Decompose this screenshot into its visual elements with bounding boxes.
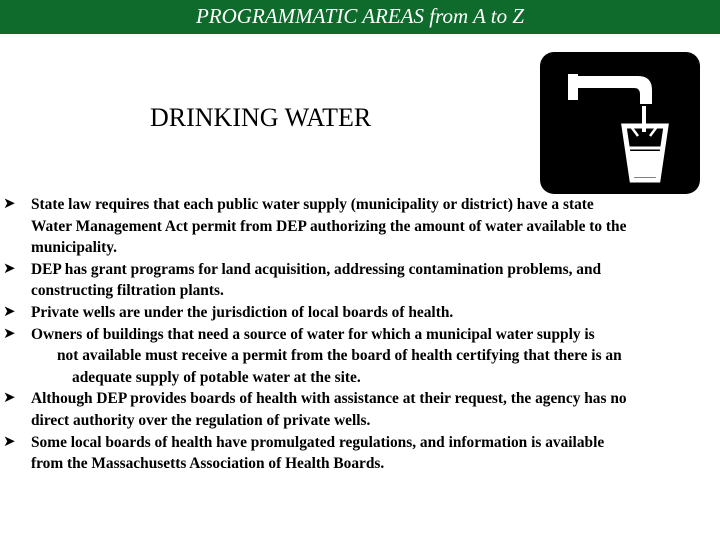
- bullet-line: Private wells are under the jurisdiction of local boards of health.: [31, 303, 454, 321]
- header-bar: [0, 0, 720, 34]
- arrow-bullet-icon: ➤: [3, 303, 16, 320]
- bullet-line: constructing filtration plants.: [31, 282, 224, 300]
- header-title: PROGRAMMATIC AREAS from A to Z: [195, 4, 524, 28]
- bullet-line: municipality.: [31, 239, 117, 257]
- arrow-bullet-icon: ➤: [3, 260, 16, 277]
- arrow-bullet-icon: ➤: [3, 433, 16, 450]
- bullet-line: DEP has grant programs for land acquisition, addressing contamination problems, and: [31, 260, 602, 278]
- bullet-item: [0, 194, 720, 259]
- bullet-line: State law requires that each public water supply (municipality or district) have a state: [31, 196, 594, 213]
- bullet-item: [0, 432, 720, 475]
- bullet-item: [0, 259, 720, 302]
- arrow-bullet-icon: ➤: [3, 196, 16, 212]
- bullet-line: Owners of buildings that need a source of water for which a municipal water supply is: [31, 325, 595, 343]
- arrow-bullet-icon: ➤: [3, 390, 16, 407]
- bullet-list: [0, 194, 720, 475]
- slide-title: DRINKING WATER: [150, 103, 372, 132]
- bullet-line: direct authority over the regulation of private wells.: [31, 411, 371, 429]
- arrow-bullet-icon: ➤: [3, 325, 16, 342]
- bullet-item: [0, 324, 720, 389]
- bullet-item: [0, 388, 720, 431]
- bullet-line: adequate supply of potable water at the site.: [72, 368, 361, 386]
- bullet-line: Although DEP provides boards of health with assistance at their request, the agency has no: [31, 390, 627, 408]
- drinking-water-faucet-icon: [540, 52, 700, 194]
- bullet-line: Water Management Act permit from DEP authorizing the amount of water available to the: [31, 217, 627, 235]
- bullet-line: from the Massachusetts Association of Health Boards.: [31, 455, 385, 473]
- bullet-line: not available must receive a permit from the board of health certifying that there is an: [57, 347, 622, 365]
- bullet-line: Some local boards of health have promulgated regulations, and information is available: [31, 433, 605, 451]
- bullet-item: [0, 302, 720, 324]
